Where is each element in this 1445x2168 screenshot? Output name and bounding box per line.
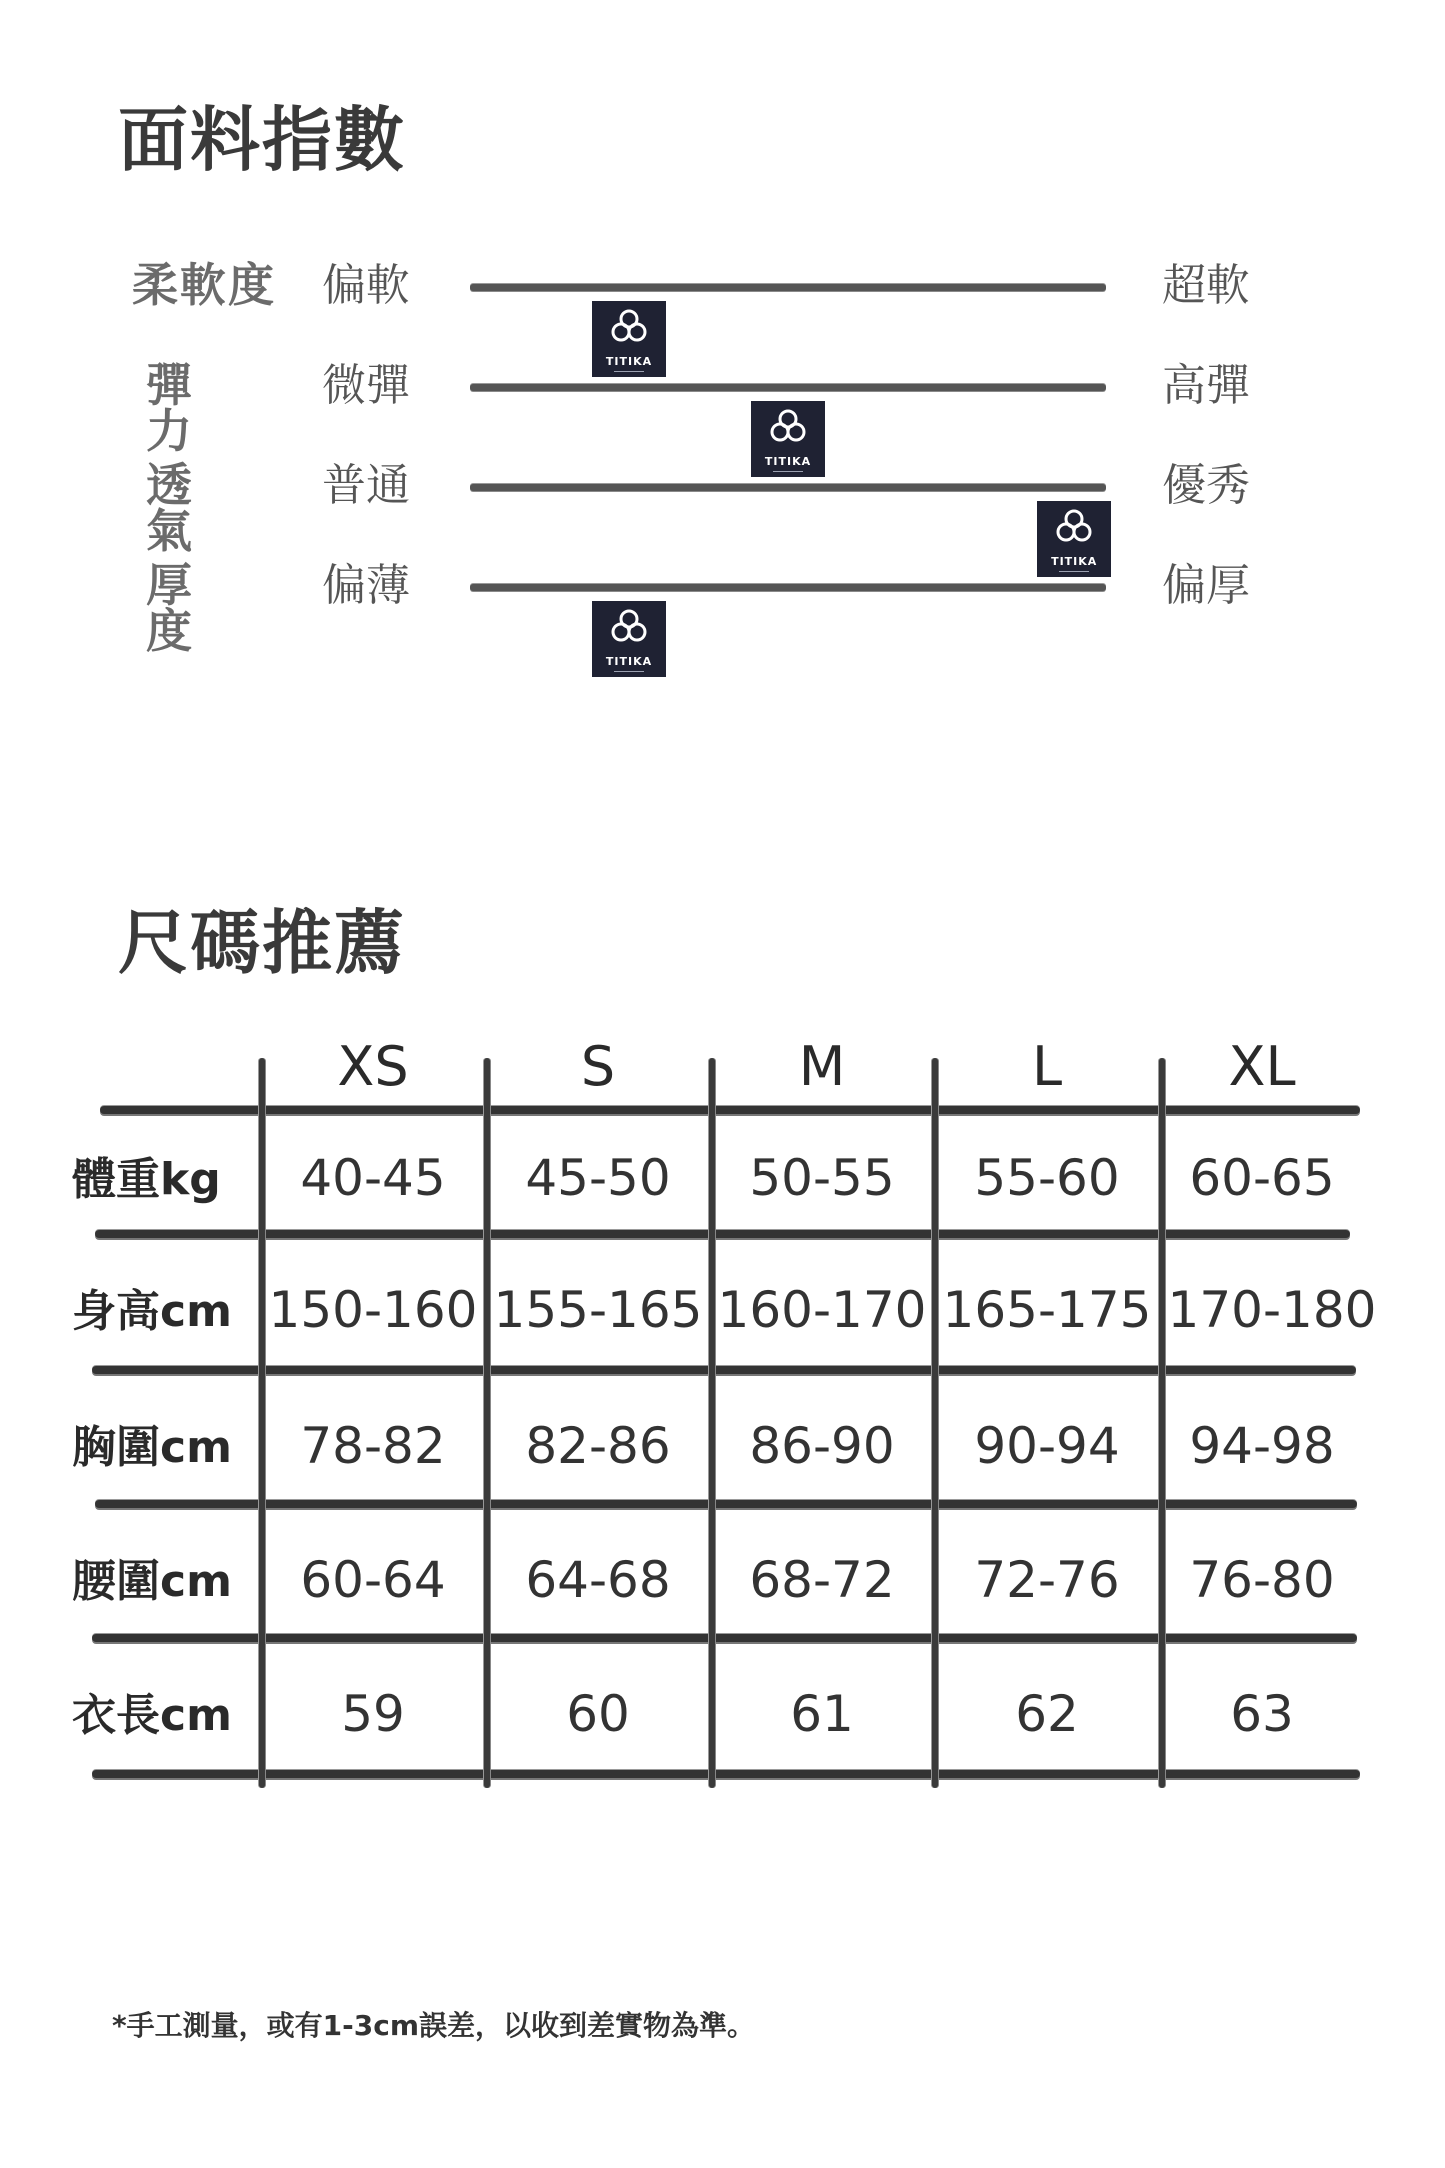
table-rule — [92, 1634, 1357, 1642]
row-label-bust: 胸圍cm — [72, 1422, 232, 1473]
table-cell: 60-64 — [300, 1551, 446, 1609]
table-cell: 82-86 — [525, 1417, 671, 1475]
fabric-row-label: 彈 力 — [146, 358, 214, 458]
table-rule — [95, 1500, 1357, 1508]
table-cell: 155-165 — [493, 1281, 703, 1339]
marker-brand-text: TITIKA — [605, 655, 653, 668]
table-cell: 68-72 — [749, 1551, 895, 1609]
size-header-xs: XS — [337, 1035, 409, 1098]
fabric-row-label: 柔軟度 — [132, 258, 276, 312]
table-cell: 86-90 — [749, 1417, 895, 1475]
row-label-weight: 體重kg — [72, 1154, 221, 1205]
size-recommendation-title: 尺碼推薦 — [118, 902, 406, 984]
scale-high-label: 高彈 — [1162, 360, 1250, 411]
table-cell: 165-175 — [942, 1281, 1152, 1339]
scale-low-label: 偏軟 — [322, 260, 410, 311]
table-cell: 63 — [1230, 1685, 1294, 1743]
table-cell: 160-170 — [717, 1281, 927, 1339]
table-cell: 60-65 — [1189, 1149, 1335, 1207]
size-header-s: S — [580, 1035, 616, 1098]
marker-brand-text: TITIKA — [764, 455, 812, 468]
fabric-row-label: 厚 度 — [146, 558, 214, 658]
table-cell: 94-98 — [1189, 1417, 1335, 1475]
table-cell: 40-45 — [300, 1149, 446, 1207]
fabric-row-label: 透 氣 — [146, 458, 214, 558]
scale-high-label: 優秀 — [1162, 460, 1250, 511]
marker-brand-text: TITIKA — [1051, 555, 1098, 568]
row-label-height: 身高cm — [72, 1286, 232, 1337]
table-cell: 64-68 — [525, 1551, 671, 1609]
scale-low-label: 微彈 — [322, 360, 410, 411]
table-rule — [100, 1106, 1360, 1114]
row-label-waist: 腰圍cm — [72, 1556, 232, 1607]
table-cell: 62 — [1015, 1685, 1079, 1743]
table-cell: 76-80 — [1189, 1551, 1335, 1609]
table-cell: 150-160 — [268, 1281, 478, 1339]
size-header-xl: XL — [1228, 1035, 1296, 1098]
table-cell: 45-50 — [525, 1149, 671, 1207]
table-cell: 55-60 — [974, 1149, 1120, 1207]
scale-high-label: 偏厚 — [1162, 560, 1250, 611]
size-header-l: L — [1031, 1035, 1063, 1098]
table-cell: 60 — [566, 1685, 630, 1743]
table-cell: 78-82 — [300, 1417, 446, 1475]
table-cell: 61 — [790, 1685, 854, 1743]
scale-high-label: 超軟 — [1162, 260, 1250, 311]
table-cell: 50-55 — [749, 1149, 895, 1207]
fabric-index-title: 面料指數 — [118, 99, 406, 181]
measurement-footnote: *手工測量，或有1-3cm誤差，以收到差實物為準。 — [112, 2009, 756, 2042]
row-label-length: 衣長cm — [72, 1690, 232, 1741]
scale-low-label: 普通 — [322, 460, 410, 511]
table-cell: 72-76 — [974, 1551, 1120, 1609]
marker-brand-text: TITIKA — [605, 355, 653, 368]
table-rule — [92, 1770, 1360, 1778]
table-cell: 90-94 — [974, 1417, 1120, 1475]
scale-low-label: 偏薄 — [322, 560, 410, 611]
table-rule — [92, 1366, 1356, 1374]
table-cell: 170-180 — [1167, 1281, 1377, 1339]
size-header-m: M — [798, 1035, 846, 1098]
table-cell: 59 — [341, 1685, 405, 1743]
